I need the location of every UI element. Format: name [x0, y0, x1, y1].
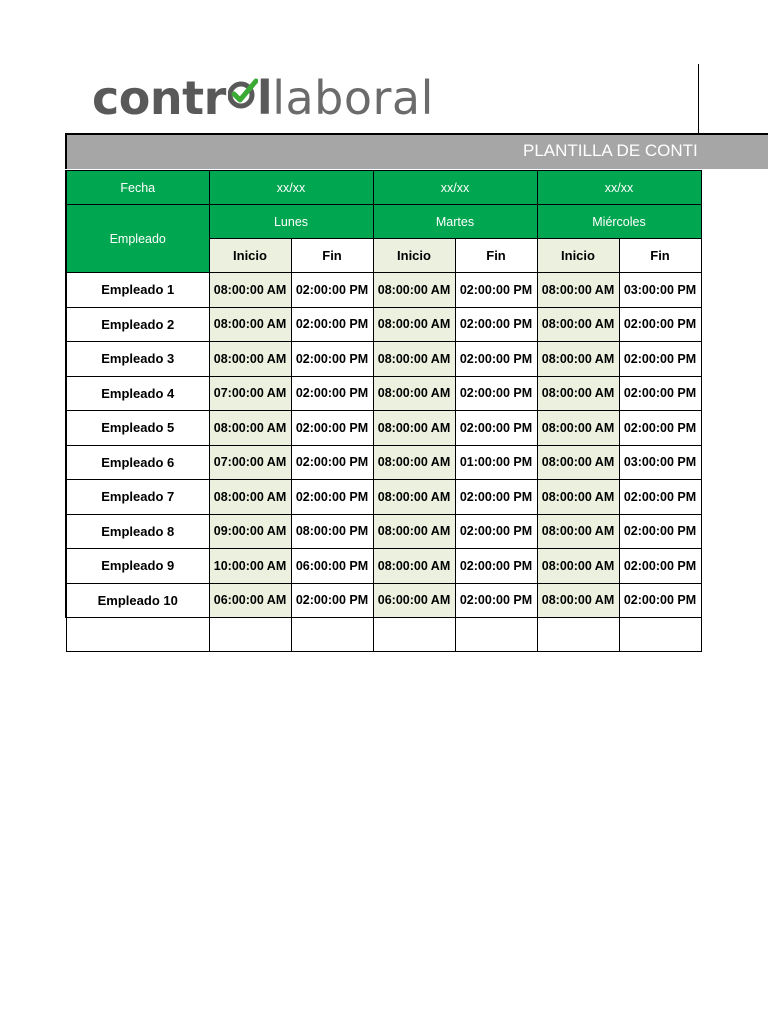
start-time-cell[interactable]: 08:00:00 AM [537, 307, 619, 342]
check-icon [228, 76, 258, 110]
inicio-header: Inicio [209, 239, 291, 273]
end-time-cell[interactable]: 02:00:00 PM [619, 480, 701, 515]
end-time-cell[interactable]: 03:00:00 PM [619, 273, 701, 308]
end-time-cell[interactable]: 02:00:00 PM [291, 445, 373, 480]
end-time-cell[interactable]: 02:00:00 PM [455, 411, 537, 446]
employee-name-cell[interactable]: Empleado 7 [66, 480, 209, 515]
start-time-cell[interactable]: 09:00:00 AM [209, 514, 291, 549]
start-time-cell[interactable]: 08:00:00 AM [537, 411, 619, 446]
end-time-cell[interactable]: 02:00:00 PM [619, 514, 701, 549]
empty-cell[interactable] [537, 618, 619, 652]
start-time-cell[interactable]: 08:00:00 AM [373, 549, 455, 584]
employee-name-cell[interactable]: Empleado 4 [66, 376, 209, 411]
start-time-cell[interactable]: 08:00:00 AM [209, 273, 291, 308]
start-time-cell[interactable]: 07:00:00 AM [209, 445, 291, 480]
date-row [66, 171, 701, 205]
start-time-cell[interactable]: 08:00:00 AM [373, 273, 455, 308]
employee-name-cell[interactable]: Empleado 8 [66, 514, 209, 549]
table-row [66, 583, 701, 618]
employee-name-cell[interactable]: Empleado 9 [66, 549, 209, 584]
date-cell-3[interactable]: xx/xx [537, 171, 701, 205]
table-row [66, 411, 701, 446]
end-time-cell[interactable]: 02:00:00 PM [619, 411, 701, 446]
end-time-cell[interactable]: 02:00:00 PM [455, 514, 537, 549]
employee-name-cell[interactable]: Empleado 3 [66, 342, 209, 377]
start-time-cell[interactable]: 08:00:00 AM [373, 376, 455, 411]
inicio-header: Inicio [537, 239, 619, 273]
end-time-cell[interactable]: 03:00:00 PM [619, 445, 701, 480]
start-time-cell[interactable]: 08:00:00 AM [537, 480, 619, 515]
end-time-cell[interactable]: 02:00:00 PM [455, 376, 537, 411]
page-edge-divider [698, 64, 699, 136]
end-time-cell[interactable]: 02:00:00 PM [455, 480, 537, 515]
end-time-cell[interactable]: 06:00:00 PM [291, 549, 373, 584]
day-header-martes: Martes [373, 205, 537, 239]
start-time-cell[interactable]: 08:00:00 AM [537, 342, 619, 377]
table-row [66, 342, 701, 377]
end-time-cell[interactable]: 02:00:00 PM [455, 342, 537, 377]
start-time-cell[interactable]: 08:00:00 AM [537, 549, 619, 584]
banner-title: PLANTILLA DE CONTI [523, 141, 698, 160]
empty-cell[interactable] [209, 618, 291, 652]
table-row [66, 376, 701, 411]
fecha-header: Fecha [66, 171, 209, 205]
day-header-lunes: Lunes [209, 205, 373, 239]
end-time-cell[interactable]: 02:00:00 PM [455, 583, 537, 618]
end-time-cell[interactable]: 02:00:00 PM [619, 549, 701, 584]
end-time-cell[interactable]: 02:00:00 PM [291, 307, 373, 342]
logo-text-part2: l [256, 71, 273, 125]
end-time-cell[interactable]: 02:00:00 PM [455, 273, 537, 308]
end-time-cell[interactable]: 02:00:00 PM [291, 583, 373, 618]
end-time-cell[interactable]: 02:00:00 PM [291, 273, 373, 308]
end-time-cell[interactable]: 08:00:00 PM [291, 514, 373, 549]
start-time-cell[interactable]: 06:00:00 AM [373, 583, 455, 618]
end-time-cell[interactable]: 02:00:00 PM [619, 583, 701, 618]
day-header-miercoles: Miércoles [537, 205, 701, 239]
table-row [66, 445, 701, 480]
employee-name-cell[interactable]: Empleado 10 [66, 583, 209, 618]
inicio-header: Inicio [373, 239, 455, 273]
end-time-cell[interactable]: 02:00:00 PM [619, 307, 701, 342]
empty-cell[interactable] [455, 618, 537, 652]
empty-cell[interactable] [619, 618, 701, 652]
start-time-cell[interactable]: 08:00:00 AM [209, 480, 291, 515]
start-time-cell[interactable]: 10:00:00 AM [209, 549, 291, 584]
fin-header: Fin [455, 239, 537, 273]
start-time-cell[interactable]: 08:00:00 AM [537, 514, 619, 549]
end-time-cell[interactable]: 02:00:00 PM [455, 549, 537, 584]
day-row [66, 205, 701, 239]
start-time-cell[interactable]: 06:00:00 AM [209, 583, 291, 618]
start-time-cell[interactable]: 08:00:00 AM [373, 411, 455, 446]
start-time-cell[interactable]: 08:00:00 AM [373, 514, 455, 549]
date-cell-1[interactable]: xx/xx [209, 171, 373, 205]
start-time-cell[interactable]: 08:00:00 AM [373, 445, 455, 480]
employee-name-cell[interactable]: Empleado 1 [66, 273, 209, 308]
fin-header: Fin [619, 239, 701, 273]
employee-name-cell[interactable]: Empleado 2 [66, 307, 209, 342]
start-time-cell[interactable]: 08:00:00 AM [537, 273, 619, 308]
end-time-cell[interactable]: 02:00:00 PM [455, 307, 537, 342]
end-time-cell[interactable]: 02:00:00 PM [291, 376, 373, 411]
start-time-cell[interactable]: 08:00:00 AM [209, 411, 291, 446]
table-row [66, 514, 701, 549]
logo-text-part3: laboral [272, 71, 434, 125]
start-time-cell[interactable]: 08:00:00 AM [537, 583, 619, 618]
start-time-cell[interactable]: 08:00:00 AM [373, 480, 455, 515]
empty-cell[interactable] [291, 618, 373, 652]
end-time-cell[interactable]: 01:00:00 PM [455, 445, 537, 480]
empty-cell[interactable] [373, 618, 455, 652]
table-row [66, 549, 701, 584]
table-row [66, 307, 701, 342]
start-time-cell[interactable]: 07:00:00 AM [209, 376, 291, 411]
table-row [66, 480, 701, 515]
employee-rows [66, 273, 701, 618]
start-time-cell[interactable]: 08:00:00 AM [209, 307, 291, 342]
logo-text-part1: contr [92, 71, 226, 125]
logo-check-o [226, 70, 257, 126]
start-time-cell[interactable]: 08:00:00 AM [373, 307, 455, 342]
start-time-cell[interactable]: 08:00:00 AM [209, 342, 291, 377]
start-time-cell[interactable]: 08:00:00 AM [373, 342, 455, 377]
controllaboral-logo [92, 70, 434, 126]
date-cell-2[interactable]: xx/xx [373, 171, 537, 205]
end-time-cell[interactable]: 02:00:00 PM [291, 411, 373, 446]
empty-cell[interactable] [66, 618, 209, 652]
employee-name-cell[interactable]: Empleado 6 [66, 445, 209, 480]
employee-name-cell[interactable]: Empleado 5 [66, 411, 209, 446]
schedule-table [65, 170, 702, 652]
end-time-cell[interactable]: 02:00:00 PM [291, 342, 373, 377]
end-time-cell[interactable]: 02:00:00 PM [619, 342, 701, 377]
end-time-cell[interactable]: 02:00:00 PM [291, 480, 373, 515]
fin-header: Fin [291, 239, 373, 273]
empty-row [66, 618, 701, 652]
table-row [66, 273, 701, 308]
start-time-cell[interactable]: 08:00:00 AM [537, 376, 619, 411]
empleado-header: Empleado [66, 205, 209, 273]
end-time-cell[interactable]: 02:00:00 PM [619, 376, 701, 411]
start-time-cell[interactable]: 08:00:00 AM [537, 445, 619, 480]
